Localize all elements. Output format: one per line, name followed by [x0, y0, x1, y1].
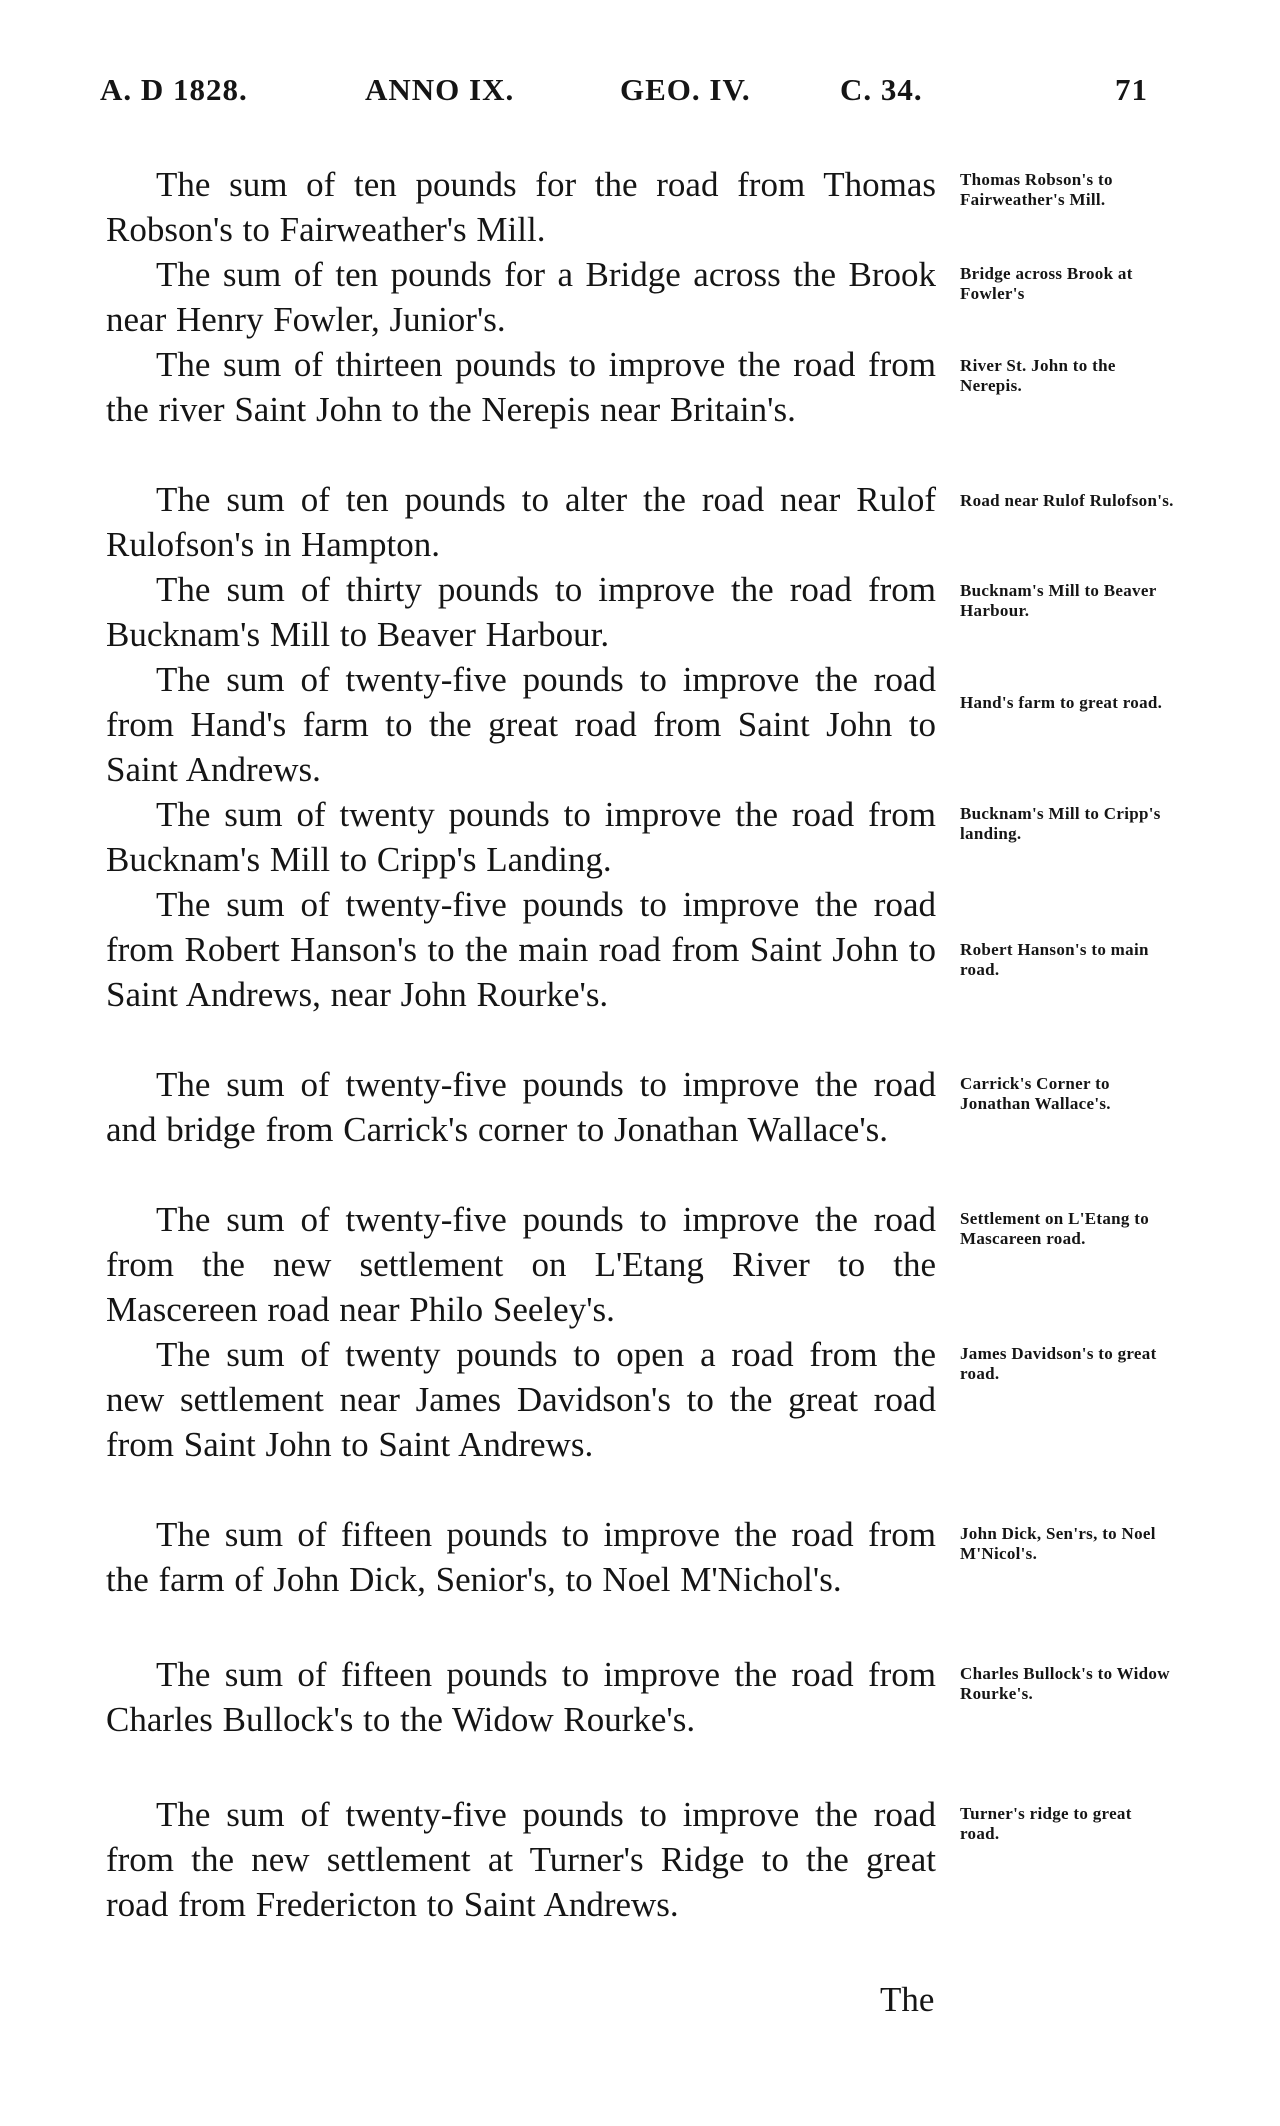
entry-text: The sum of thirty pounds to improve the road from Bucknam's Mill to Beaver Harbour.: [106, 570, 936, 654]
header-year: A. D 1828.: [100, 72, 248, 107]
header-chapter: C. 34.: [840, 72, 923, 107]
margin-note: Settlement on L'Etang to Mascareen road.: [960, 1209, 1149, 1248]
running-header: [100, 72, 1175, 116]
entry-text: The sum of twenty-five pounds to improve the road from Robert Hanson's to the main road from Saint John to Saint Andrews, near John Rourke's.: [106, 885, 936, 1014]
margin-note: Bucknam's Mill to Cripp's landing.: [960, 804, 1161, 843]
entry-text: The sum of twenty-five pounds to improve the road from the new settlement at Turner's Ridge to the great road from Fredericton to Saint Andrews.: [106, 1795, 936, 1924]
entry-text: The sum of thirteen pounds to improve the road from the river Saint John to the Nerepis near Britain's.: [106, 345, 936, 429]
entry-text: The sum of twenty pounds to improve the road from Bucknam's Mill to Cripp's Landing.: [106, 795, 936, 879]
entry-text: The sum of fifteen pounds to improve the road from Charles Bullock's to the Widow Rourke's.: [106, 1655, 936, 1739]
margin-note: Carrick's Corner to Jonathan Wallace's.: [960, 1074, 1111, 1113]
entry-text: The sum of ten pounds for the road from Thomas Robson's to Fairweather's Mill.: [106, 165, 936, 249]
entry-text: The sum of twenty-five pounds to improve the road and bridge from Carrick's corner to Jonathan Wallace's.: [106, 1065, 936, 1149]
margin-note: Charles Bullock's to Widow Rourke's.: [960, 1664, 1170, 1703]
margin-note: Bucknam's Mill to Beaver Harbour.: [960, 581, 1157, 620]
entry-text: The sum of fifteen pounds to improve the road from the farm of John Dick, Senior's, to Noel M'Nichol's.: [106, 1515, 936, 1599]
margin-note: Robert Hanson's to main road.: [960, 940, 1149, 979]
margin-note: River St. John to the Nerepis.: [960, 356, 1116, 395]
margin-note: James Davidson's to great road.: [960, 1344, 1157, 1383]
header-reign: GEO. IV.: [620, 72, 751, 107]
entry-text: The sum of ten pounds to alter the road near Rulof Rulofson's in Hampton.: [106, 480, 936, 564]
margin-note: Thomas Robson's to Fairweather's Mill.: [960, 170, 1113, 209]
page-number: 71: [1115, 72, 1148, 107]
entry-text: The sum of ten pounds for a Bridge across the Brook near Henry Fowler, Junior's.: [106, 255, 936, 339]
header-anno: ANNO IX.: [365, 72, 515, 107]
margin-note: Road near Rulof Rulofson's.: [960, 491, 1174, 510]
margin-note: Turner's ridge to great road.: [960, 1804, 1132, 1843]
entry-text: The sum of twenty-five pounds to improve the road from Hand's farm to the great road from Saint John to Saint Andrews.: [106, 660, 936, 789]
margin-note: Hand's farm to great road.: [960, 693, 1163, 712]
catchword: The: [880, 1980, 935, 2019]
entry-text: The sum of twenty-five pounds to improve the road from the new settlement on L'Etang River to the Mascereen road near Philo Seeley's.: [106, 1200, 936, 1329]
margin-note: John Dick, Sen'rs, to Noel M'Nicol's.: [960, 1524, 1156, 1563]
entry-text: The sum of twenty pounds to open a road from the new settlement near James Davidson's to the great road from Saint John to Saint Andrews.: [106, 1335, 936, 1464]
margin-note: Bridge across Brook at Fowler's: [960, 264, 1133, 303]
